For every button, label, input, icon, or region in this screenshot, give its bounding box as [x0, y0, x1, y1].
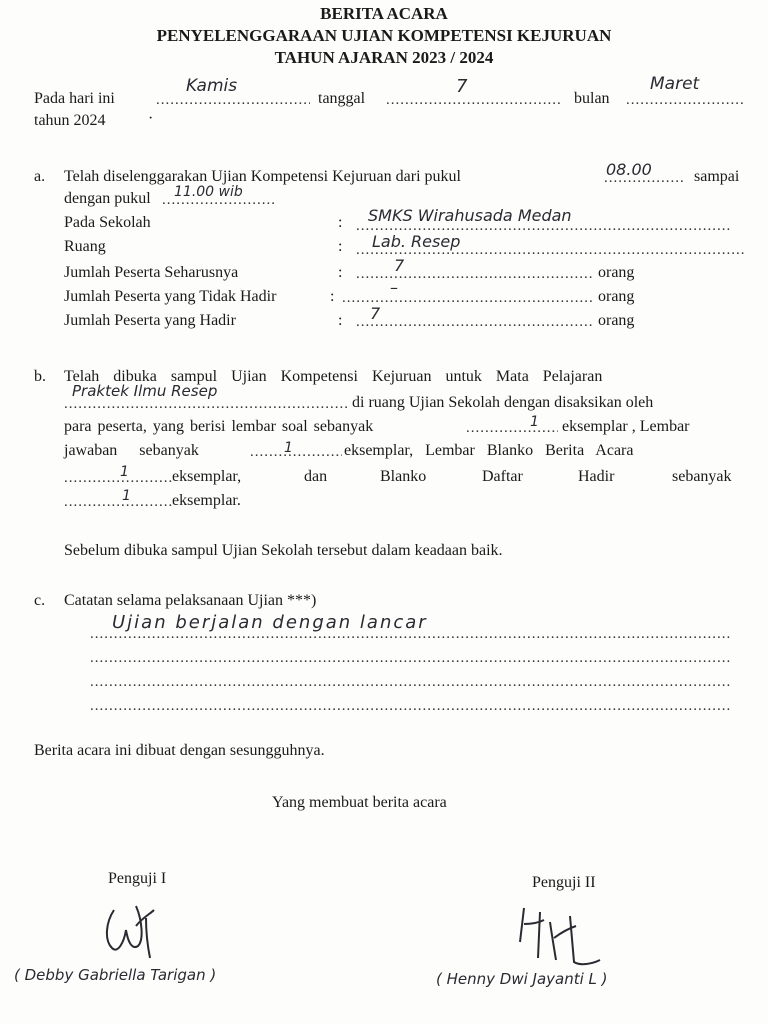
catatan-dots-4	[90, 698, 732, 715]
ruang-colon: :	[338, 238, 343, 255]
section-b-line2-suffix: di ruang Ujian Sekolah dengan disaksikan oleh	[352, 394, 654, 411]
peserta-seharusnya-orang: orang	[598, 264, 635, 281]
section-c-marker: c.	[34, 592, 46, 609]
penguji2-name: ( Henny Dwi Jayanti L )	[436, 970, 608, 988]
peserta-tidak-hadir-value: –	[390, 278, 398, 297]
tanggal-dots	[386, 92, 562, 109]
tanggal-value: 7	[456, 76, 468, 97]
hari-value: Kamis	[186, 76, 238, 96]
yang-membuat: Yang membuat berita acara	[272, 794, 447, 811]
hadir-word: Hadir	[578, 468, 615, 485]
section-b-line1: Telah dibuka sampul Ujian Kompetensi Kejuruan untuk Mata Pelajaran	[64, 368, 603, 385]
penguji1-label: Penguji I	[108, 870, 167, 887]
peserta-hadir-value: 7	[370, 304, 381, 323]
catatan-value: Ujian berjalan dengan lancar	[112, 612, 428, 633]
penguji1-signature	[96, 896, 166, 962]
end-time-value: 11.00 wib	[174, 184, 243, 200]
catatan-dots-2	[90, 650, 732, 667]
dan-word: dan	[304, 468, 328, 485]
section-b-line3: para peserta, yang berisi lembar soal sebanyak	[64, 418, 374, 435]
catatan-label: Catatan selama pelaksanaan Ujian ***)	[64, 592, 317, 609]
penguji2-label: Penguji II	[532, 874, 596, 891]
section-a-line1: Telah diselenggarakan Ujian Kompetensi Kejuruan dari pukul	[64, 168, 461, 185]
doc-year: TAHUN AJARAN 2023 / 2024	[274, 48, 494, 67]
daftar-word: Daftar	[482, 468, 523, 485]
sekolah-value: SMKS Wirahusada Medan	[368, 206, 572, 225]
section-b-line3-suffix: eksemplar , Lembar	[562, 418, 690, 435]
start-time-value: 08.00	[606, 160, 652, 179]
berita-value: 1	[120, 464, 129, 480]
tanggal-label: tanggal	[318, 90, 366, 107]
section-b-marker: b.	[34, 368, 46, 385]
section-b-line6-suffix: eksemplar.	[172, 492, 241, 509]
blanko-word: Blanko	[380, 468, 427, 485]
bulan-dots	[626, 92, 744, 109]
jawaban-dots	[250, 444, 342, 461]
sebelum-text: Sebelum dibuka sampul Ujian Sekolah tersebut dalam keadaan baik.	[64, 542, 503, 559]
peserta-hadir-orang: orang	[598, 312, 635, 329]
berita-dots	[64, 470, 172, 487]
pada-hari-label: Pada hari ini	[34, 90, 115, 107]
peserta-hadir-label: Jumlah Peserta yang Hadir	[64, 312, 236, 329]
dengan-pukul-label: dengan pukul	[64, 190, 151, 207]
peserta-tidak-hadir-orang: orang	[598, 288, 635, 305]
section-b-line4-suffix: eksemplar, Lembar Blanko Berita Acara	[344, 442, 634, 459]
section-a-marker: a.	[34, 168, 46, 185]
peserta-seharusnya-value: 7	[394, 256, 405, 275]
peserta-seharusnya-label: Jumlah Peserta Seharusnya	[64, 264, 239, 281]
jawaban-label: jawaban sebanyak	[64, 442, 199, 459]
daftar-hadir-value: 1	[122, 488, 131, 504]
bulan-label: bulan	[574, 90, 610, 107]
bulan-value: Maret	[650, 74, 700, 94]
sekolah-colon: :	[338, 214, 343, 231]
sebanyak-word: sebanyak	[672, 468, 732, 485]
sekolah-label: Pada Sekolah	[64, 214, 151, 231]
sampai-label: sampai	[694, 168, 740, 185]
catatan-dots-3	[90, 674, 732, 691]
mapel-value: Praktek Ilmu Resep	[72, 382, 218, 400]
peserta-tidak-hadir-colon: :	[330, 288, 335, 305]
doc-title: BERITA ACARA	[320, 4, 448, 23]
stray-mark: ·	[148, 110, 154, 127]
peserta-hadir-dots	[356, 314, 592, 331]
soal-value: 1	[530, 414, 539, 430]
doc-subtitle: PENYELENGGARAAN UJIAN KOMPETENSI KEJURUAN	[156, 26, 612, 45]
ruang-value: Lab. Resep	[372, 232, 461, 251]
daftar-hadir-dots	[64, 494, 172, 511]
peserta-tidak-hadir-label: Jumlah Peserta yang Tidak Hadir	[64, 288, 277, 305]
closing-statement: Berita acara ini dibuat dengan sesungguhnya.	[34, 742, 325, 759]
soal-dots	[466, 420, 558, 437]
penguji1-name: ( Debby Gabriella Tarigan )	[14, 966, 217, 984]
section-b-line5-suffix: eksemplar,	[172, 468, 242, 485]
peserta-hadir-colon: :	[338, 312, 343, 329]
jawaban-value: 1	[284, 440, 293, 456]
ruang-label: Ruang	[64, 238, 106, 255]
tahun-label: tahun 2024	[34, 112, 106, 129]
peserta-seharusnya-colon: :	[338, 264, 343, 281]
